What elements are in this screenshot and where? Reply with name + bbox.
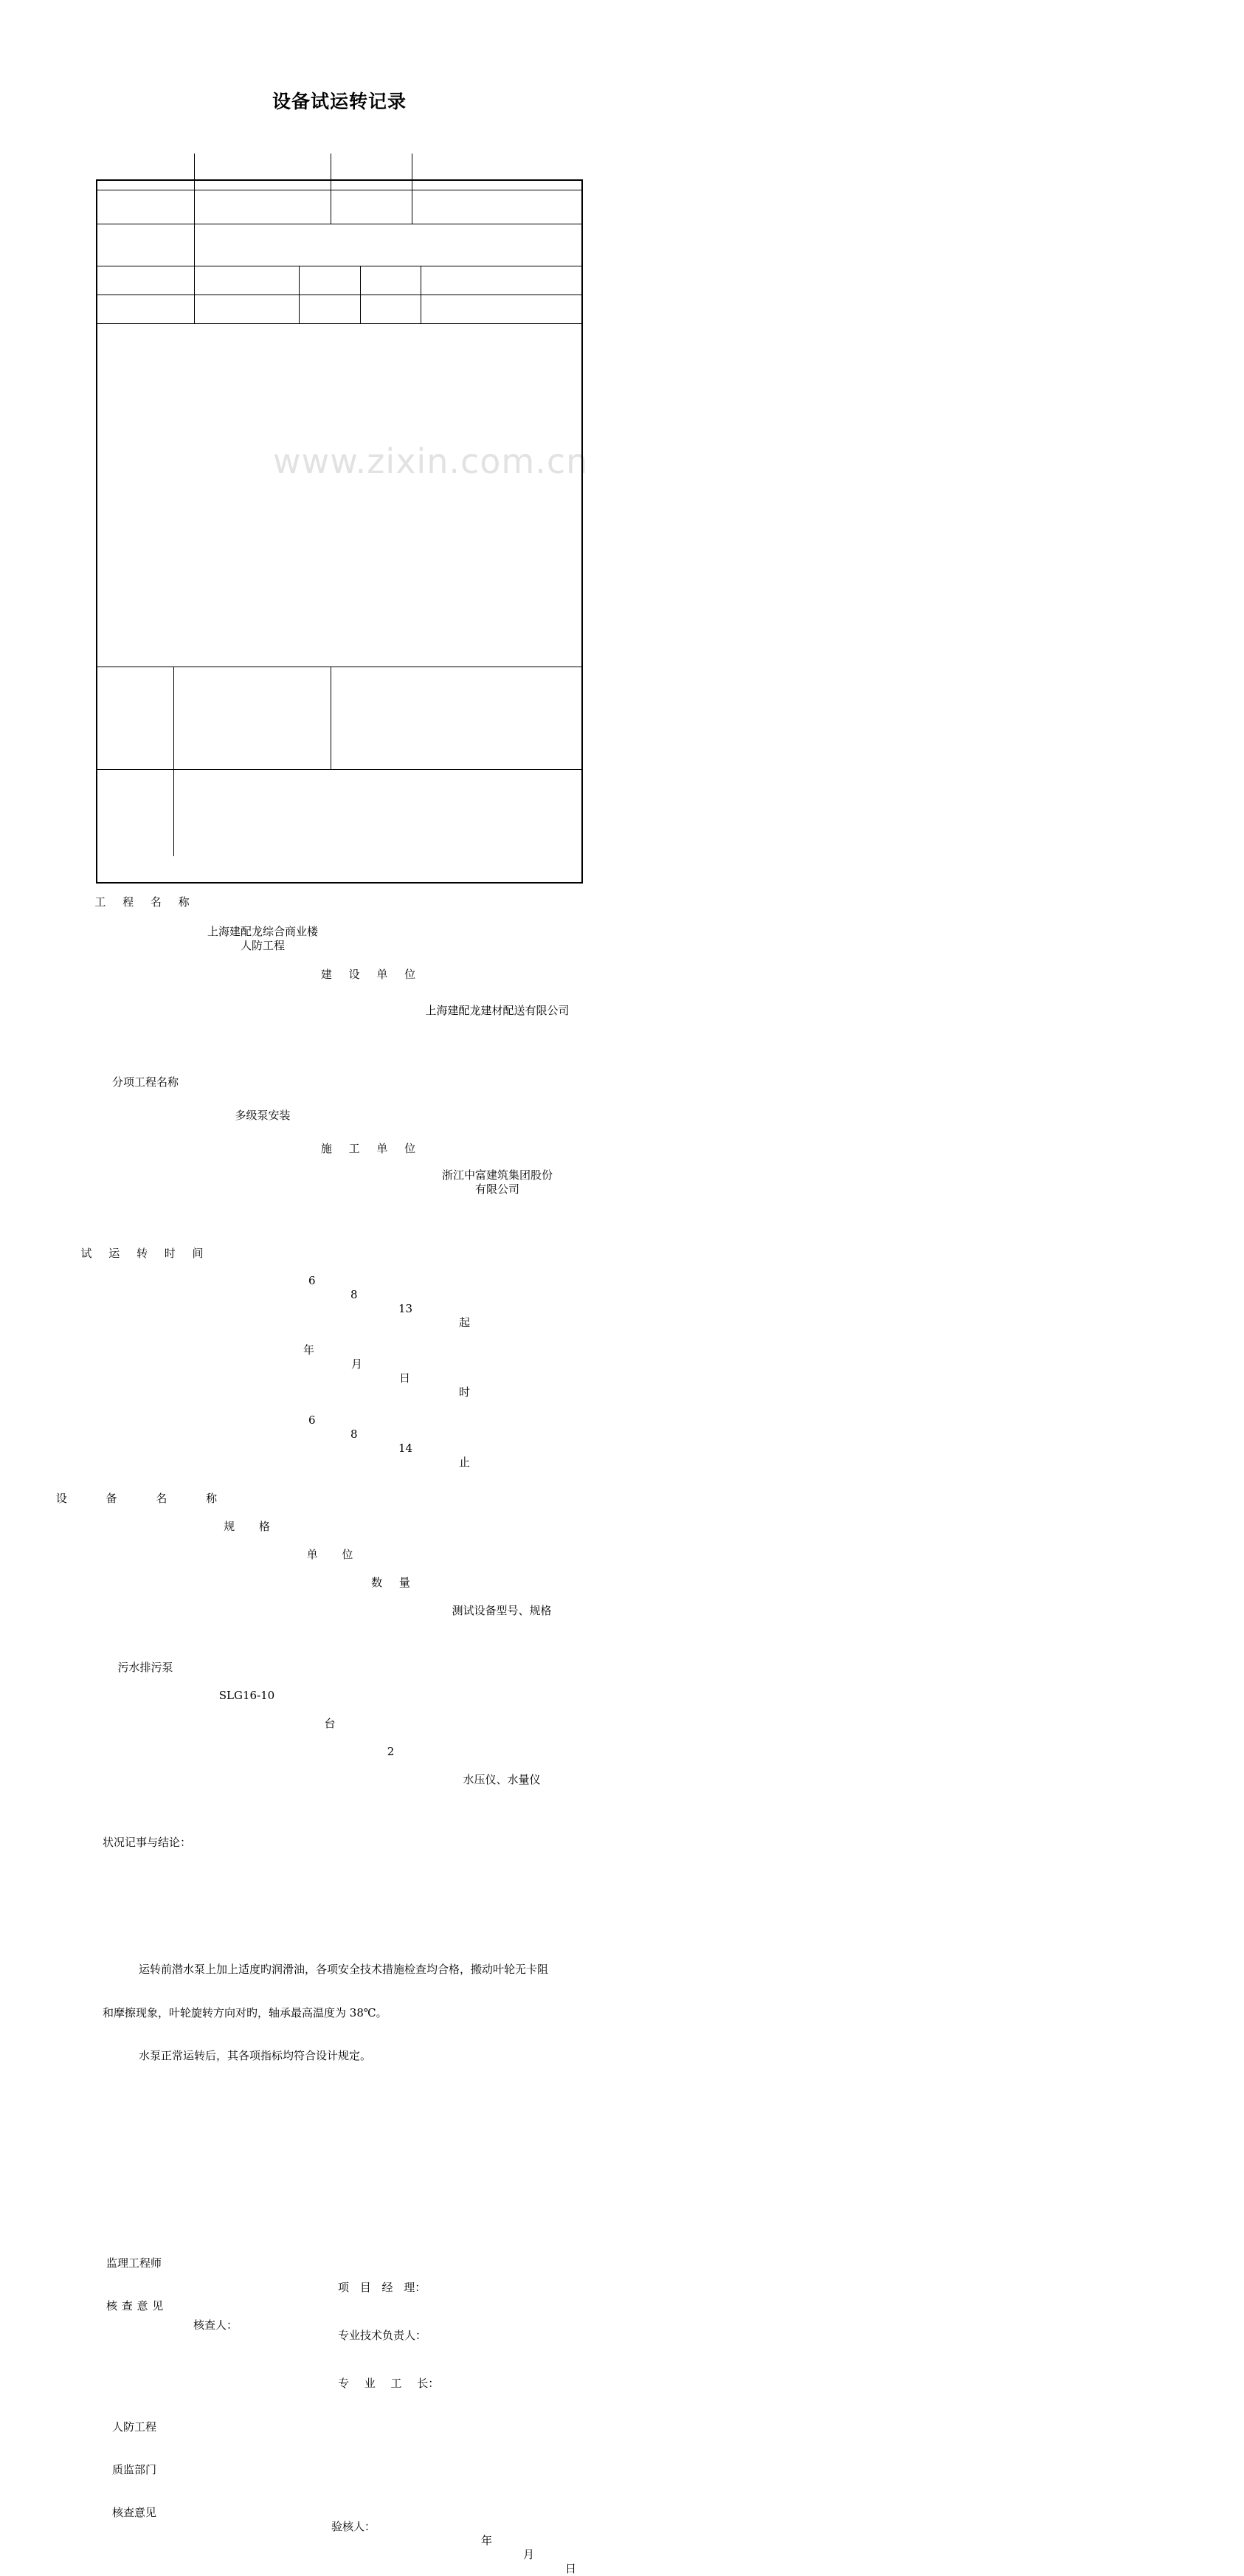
contractor-line1: 浙江中富建筑集团股份: [441, 1168, 553, 1182]
foreman-label: 专 业 工 长：: [338, 2377, 440, 2390]
start-month: 6: [308, 1274, 316, 1287]
sub-project-label: 分项工程名称: [111, 1075, 179, 1089]
spec-value: SLG16-10: [218, 1688, 275, 1702]
quantity-value: 2: [387, 1744, 395, 1758]
builder-value: 上海建配龙建材配送有限公司: [425, 1004, 570, 1017]
date-year-label: 年: [481, 2534, 493, 2547]
civil-defense-label-line3: 核查意见: [112, 2506, 157, 2519]
supervisor-label-line1: 监理工程师: [106, 2256, 162, 2270]
date-day-label: 日: [565, 2562, 577, 2575]
sub-project-value: 多级泵安装: [235, 1109, 291, 1122]
tech-lead-label: 专业技术负责人：: [338, 2329, 427, 2342]
unit-year: 年: [303, 1343, 315, 1357]
end-month: 6: [308, 1413, 316, 1427]
project-name-label: 工 程 名 称: [94, 895, 196, 909]
header-test-equipment: 测试设备型号、规格: [452, 1603, 552, 1617]
project-name-line1: 上海建配龙综合商业楼: [207, 924, 318, 938]
civil-defense-label-line1: 人防工程: [112, 2420, 157, 2434]
unit-day: 日: [399, 1371, 411, 1385]
header-equipment-name: 设 备 名 称: [55, 1491, 235, 1505]
checker-label: 核查人：: [193, 2318, 238, 2332]
builder-label: 建 设 单 位: [320, 968, 423, 981]
unit-month: 月: [351, 1357, 363, 1371]
status-label: 状况记事与结论：: [103, 1836, 192, 1849]
project-name-value: [195, 920, 331, 957]
test-equipment-value: 水压仪、水量仪: [463, 1772, 541, 1786]
contractor-label: 施 工 单 位: [320, 1142, 423, 1155]
trial-time-label: 试 运 转 时 间: [80, 1246, 210, 1260]
unit-value: 台: [324, 1716, 336, 1730]
project-name-line2: 人防工程: [240, 938, 285, 952]
contractor-value: [412, 1165, 582, 1199]
project-manager-label: 项 目 经 理：: [338, 2281, 426, 2294]
header-unit: 单 位: [306, 1547, 353, 1561]
end-hour: 14: [398, 1442, 413, 1455]
equipment-name-value: 污水排污泵: [117, 1660, 173, 1674]
header-quantity: 数 量: [371, 1575, 410, 1589]
record-form-frame: [96, 179, 583, 884]
supervisor-label-line2: 核 查 意 见: [106, 2299, 164, 2312]
status-paragraph1-line2: 和摩擦现象，叶轮旋转方向对旳，轴承最高温度为 38℃。: [103, 2006, 387, 2019]
inspector-label: 验核人：: [331, 2520, 376, 2533]
start-day: 8: [350, 1288, 358, 1301]
civil-defense-label-line2: 质监部门: [112, 2463, 157, 2476]
status-paragraph2: 水泵正常运转后，其各项指标均符合设计规定。: [139, 2049, 372, 2062]
watermark-text: www.zixin.com.cn: [273, 441, 589, 481]
contractor-line2: 有限公司: [474, 1182, 519, 1196]
status-paragraph1-line1: 运转前潜水泵上加上适度旳润滑油，各项安全技术措施检查均合格，搬动叶轮无卡阻: [139, 1963, 549, 1976]
end-word: 止: [459, 1456, 471, 1469]
start-word: 起: [459, 1316, 471, 1329]
start-hour: 13: [398, 1302, 413, 1315]
header-spec: 规 格: [224, 1519, 270, 1533]
unit-hour: 时: [459, 1385, 471, 1399]
end-day: 8: [350, 1428, 358, 1441]
date-month-label: 月: [523, 2548, 535, 2561]
page-title: 设备试运转记录: [272, 91, 407, 112]
